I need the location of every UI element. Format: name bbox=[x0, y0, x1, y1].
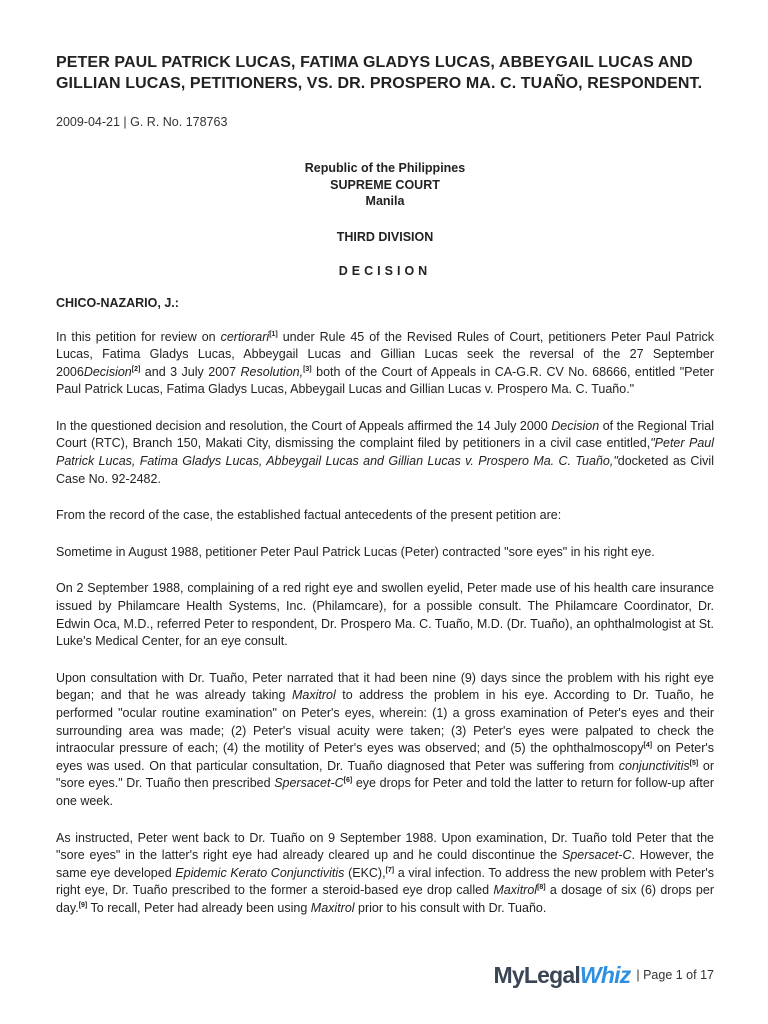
footnote-ref[interactable]: [4] bbox=[643, 742, 653, 750]
page-footer bbox=[493, 960, 714, 990]
paragraph-6 bbox=[56, 670, 714, 811]
paragraph-1 bbox=[56, 329, 714, 399]
document-page bbox=[56, 52, 714, 918]
text: to address the problem in his eye. According to Dr. Tuaño, he performed "ocular routine examination" on Peter's eyes, wherein: (1) a gross examination of Peter's eyes and their surrounding area was made; (2) Peter's visual acuity were taken; (3) Peter's eyes were palpated to check the intraocular pressure of each; (4) the motility of Peter's eyes was observed; and (5) the ophthalmoscopy bbox=[56, 688, 714, 756]
logo-part-whiz: Whiz bbox=[579, 961, 631, 988]
italic-text: Maxitrol bbox=[291, 688, 336, 703]
footnote-ref[interactable]: [6] bbox=[343, 777, 353, 785]
text: eye drops for Peter and told the latter to return for follow-up after one week. bbox=[56, 776, 714, 808]
footnote-ref[interactable]: [9] bbox=[78, 901, 88, 909]
footnote-ref[interactable]: [8] bbox=[537, 884, 546, 892]
text: under Rule 45 of the Revised Rules of Court, petitioners Peter Paul Patrick Lucas, Fatima Gladys Lucas, Abbeygail Lucas and Gillian Lucas seek the reversal of the 27 September 2006 bbox=[56, 329, 714, 379]
text: a viral infection. To address the new problem with Peter's right eye, Dr. Tuaño prescribed to the former a steroid-based eye drop called bbox=[56, 865, 714, 898]
italic-text: Decision bbox=[83, 364, 132, 379]
ponente: CHICO-NAZARIO, J.: bbox=[56, 295, 179, 310]
text: prior to his consult with Dr. Tuaño. bbox=[354, 900, 547, 915]
court-header bbox=[56, 160, 714, 210]
mylegalwhiz-logo[interactable] bbox=[493, 962, 630, 989]
italic-text: conjunctivitis bbox=[618, 758, 690, 773]
text: of the Regional Trial Court (RTC), Branch 150, Makati City, dismissing the complaint filed by petitioners in a civil case entitled, bbox=[56, 418, 715, 451]
text: In the questioned decision and resolution, the Court of Appeals affirmed the 14 July 2000 bbox=[56, 418, 552, 433]
text: docketed as Civil Case No. 92-2482. bbox=[56, 454, 714, 486]
text: In this petition for review on bbox=[56, 329, 221, 344]
decision-heading: DECISION bbox=[338, 263, 432, 278]
text: or "sore eyes." Dr. Tuaño then prescribed bbox=[56, 758, 715, 791]
logo-part-legal: Legal bbox=[523, 961, 580, 988]
paragraph-3: From the record of the case, the established factual antecedents of the present petition are: bbox=[56, 508, 562, 523]
footnote-ref[interactable]: [3] bbox=[303, 365, 312, 373]
text: on Peter's eyes was used. On that particular consultation, Dr. Tuaño diagnosed that Peter was suffering from bbox=[56, 741, 714, 773]
court-country: Republic of the Philippines bbox=[304, 161, 466, 175]
italic-text: Maxitrol bbox=[493, 883, 538, 898]
footnote-ref[interactable]: [1] bbox=[269, 330, 278, 338]
italic-text: Resolution, bbox=[240, 364, 304, 379]
footnote-ref[interactable]: [2] bbox=[131, 365, 141, 373]
court-name: SUPREME COURT bbox=[330, 177, 440, 192]
text: Upon consultation with Dr. Tuaño, Peter narrated that it had been nine (9) days since the problem with his right eye began; and that he was already taking bbox=[56, 670, 714, 703]
court-division: THIRD DIVISION bbox=[336, 229, 434, 244]
paragraph-7 bbox=[56, 830, 714, 918]
paragraph-4: Sometime in August 1988, petitioner Peter Paul Patrick Lucas (Peter) contracted "sore eyes" in his right eye. bbox=[56, 544, 655, 559]
text: and 3 July 2007 bbox=[140, 364, 241, 379]
page-number: | Page 1 of 17 bbox=[636, 968, 714, 982]
italic-text: Maxitrol bbox=[310, 900, 355, 915]
text: . However, the same eye developed bbox=[56, 848, 714, 880]
case-meta: 2009-04-21 | G. R. No. 178763 bbox=[56, 115, 228, 129]
italic-text: "Peter Paul Patrick Lucas, Fatima Gladys Lucas, Abbeygail Lucas and Gillian Lucas v. Prospero Ma. C. Tuaño," bbox=[56, 436, 714, 469]
text: To recall, Peter had already been using bbox=[87, 900, 311, 915]
italic-text: Spersacet-C bbox=[562, 848, 632, 863]
text: both of the Court of Appeals in CA-G.R. CV No. 68666, entitled "Peter Paul Patrick Lucas, Fatima Gladys Lucas, Abbeygail Lucas and Gillian Lucas v. Prospero Ma. C. Tuaño." bbox=[56, 364, 715, 397]
footnote-ref[interactable]: [5] bbox=[689, 759, 699, 767]
italic-text: Epidemic Kerato Conjunctivitis bbox=[175, 865, 345, 880]
italic-text: certiorari bbox=[220, 329, 270, 344]
logo-part-my: My bbox=[493, 961, 524, 988]
case-title: PETER PAUL PATRICK LUCAS, FATIMA GLADYS LUCAS, ABBEYGAIL LUCAS AND GILLIAN LUCAS, PETITIONERS, VS. DR. PROSPERO MA. C. TUAÑO, RESPONDENT. bbox=[56, 54, 703, 92]
footnote-ref[interactable]: [7] bbox=[385, 866, 395, 874]
paragraph-5: On 2 September 1988, complaining of a red right eye and swollen eyelid, Peter made use of his health care insurance issued by Philamcare Health Systems, Inc. (Philamcare), for a possible consult. The Philamcare Coordinator, Dr. Edwin Oca, M.D., referred Peter to respondent, Dr. Prospero Ma. C. Tuaño, M.D. (Dr. Tuaño), an ophthalmologist at St. Luke's Medical Center, for an eye consult. bbox=[56, 581, 714, 649]
italic-text: Decision bbox=[551, 418, 600, 433]
text: a dosage of six (6) drops per day. bbox=[56, 883, 714, 915]
court-city: Manila bbox=[365, 194, 405, 208]
text: (EKC), bbox=[344, 865, 386, 880]
italic-text: Spersacet-C bbox=[274, 776, 344, 791]
text: As instructed, Peter went back to Dr. Tuaño on 9 September 1988. Upon examination, Dr. Tuaño told Peter that the "sore eyes" in the latter's right eye had already cleared up and he could discontinue the bbox=[56, 830, 714, 863]
paragraph-2 bbox=[56, 418, 714, 488]
